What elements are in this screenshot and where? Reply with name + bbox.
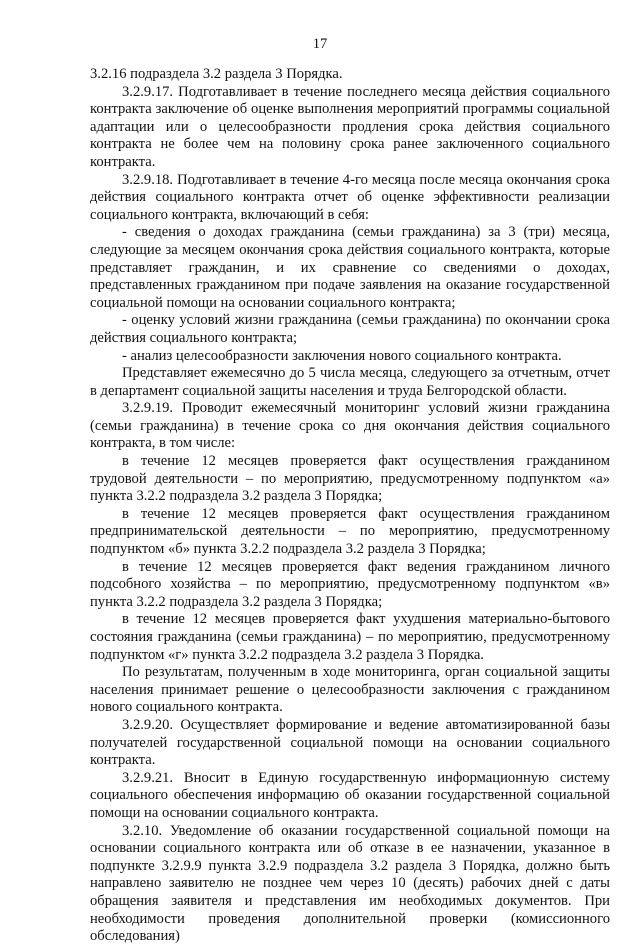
paragraph: 3.2.9.17. Подготавливает в течение последнего месяца действия социального контракта заключение об оценке выполнения мероприятий программы социальной адаптации или о целесообразности продления срока действия социального контракта не более чем на половину срока ранее заключенного социального контракта. [90,83,610,170]
paragraph: в течение 12 месяцев проверяется факт осуществления гражданином предпринимательской деятельности – по мероприятию, предусмотренному подпунктом «б» пункта 3.2.2 подраздела 3.2 раздела 3 Порядка; [90,505,610,558]
paragraph: 3.2.9.20. Осуществляет формирование и ведение автоматизированной базы получателей государственной социальной помощи на основании социального контракта. [90,716,610,769]
paragraph: в течение 12 месяцев проверяется факт осуществления гражданином трудовой деятельности – по мероприятию, предусмотренному подпунктом «а» пункта 3.2.2 подраздела 3.2 раздела 3 Порядка; [90,453,610,505]
paragraph: 3.2.9.21. Вносит в Единую государственную информационную систему социального обеспечения информацию об оказании государственной социальной помощи на основании социального контракта. [90,769,610,821]
paragraph: 3.2.9.18. Подготавливает в течение 4-го месяца после месяца окончания срока действия социального контракта отчет об оценке эффективности реализации социального контракта, включающий в себя: [90,171,610,223]
document-body [90,66,610,946]
paragraph: Представляет ежемесячно до 5 числа месяца, следующего за отчетным, отчет в департамент социальной защиты населения и труда Белгородской области. [90,365,610,399]
paragraph: 3.2.10. Уведомление об оказании государственной социальной помощи на основании социального контракта или об отказе в ее назначении, указанное в подпункте 3.2.9.9 пункта 3.2.9 подраздела 3.2 раздела 3 Порядка, должно быть направлено заявителю не позднее чем через 10 (десять) рабочих дней с даты обращения заявителя и представления им необходимых документов. При необходимости проведения дополнительной проверки (комиссионного обследования) [90,822,610,945]
page-number: 17 [312,36,328,52]
paragraph: - анализ целесообразности заключения нового социального контракта. [122,347,562,364]
paragraph: 3.2.9.19. Проводит ежемесячный мониторинг условий жизни гражданина (семьи гражданина) в течение срока со дня окончания действия социального контракта, в том числе: [90,400,610,452]
paragraph: По результатам, полученным в ходе мониторинга, орган социальной защиты населения принимает решение о целесообразности заключения с гражданином нового социального контракта. [90,664,610,716]
paragraph: - сведения о доходах гражданина (семьи гражданина) за 3 (три) месяца, следующие за месяцем окончания срока действия социального контракта, которые представляет гражданин, и их сравнение со сведениями о доходах, представленных гражданином при подаче заявления на оказание государственной социальной помощи на основании социального контракта; [90,224,610,311]
paragraph: в течение 12 месяцев проверяется факт ведения гражданином личного подсобного хозяйства – по мероприятию, предусмотренному подпунктом «в» пункта 3.2.2 подраздела 3.2 раздела 3 Порядка; [90,558,610,610]
paragraph: 3.2.16 подраздела 3.2 раздела 3 Порядка. [90,66,343,82]
paragraph: - оценку условий жизни гражданина (семьи гражданина) по окончании срока действия социального контракта; [90,312,610,346]
paragraph: в течение 12 месяцев проверяется факт ухудшения материально-бытового состояния гражданина (семьи гражданина) – по мероприятию, предусмотренному подпунктом «г» пункта 3.2.2 подраздела 3.2 раздела 3 Порядка. [90,611,610,663]
